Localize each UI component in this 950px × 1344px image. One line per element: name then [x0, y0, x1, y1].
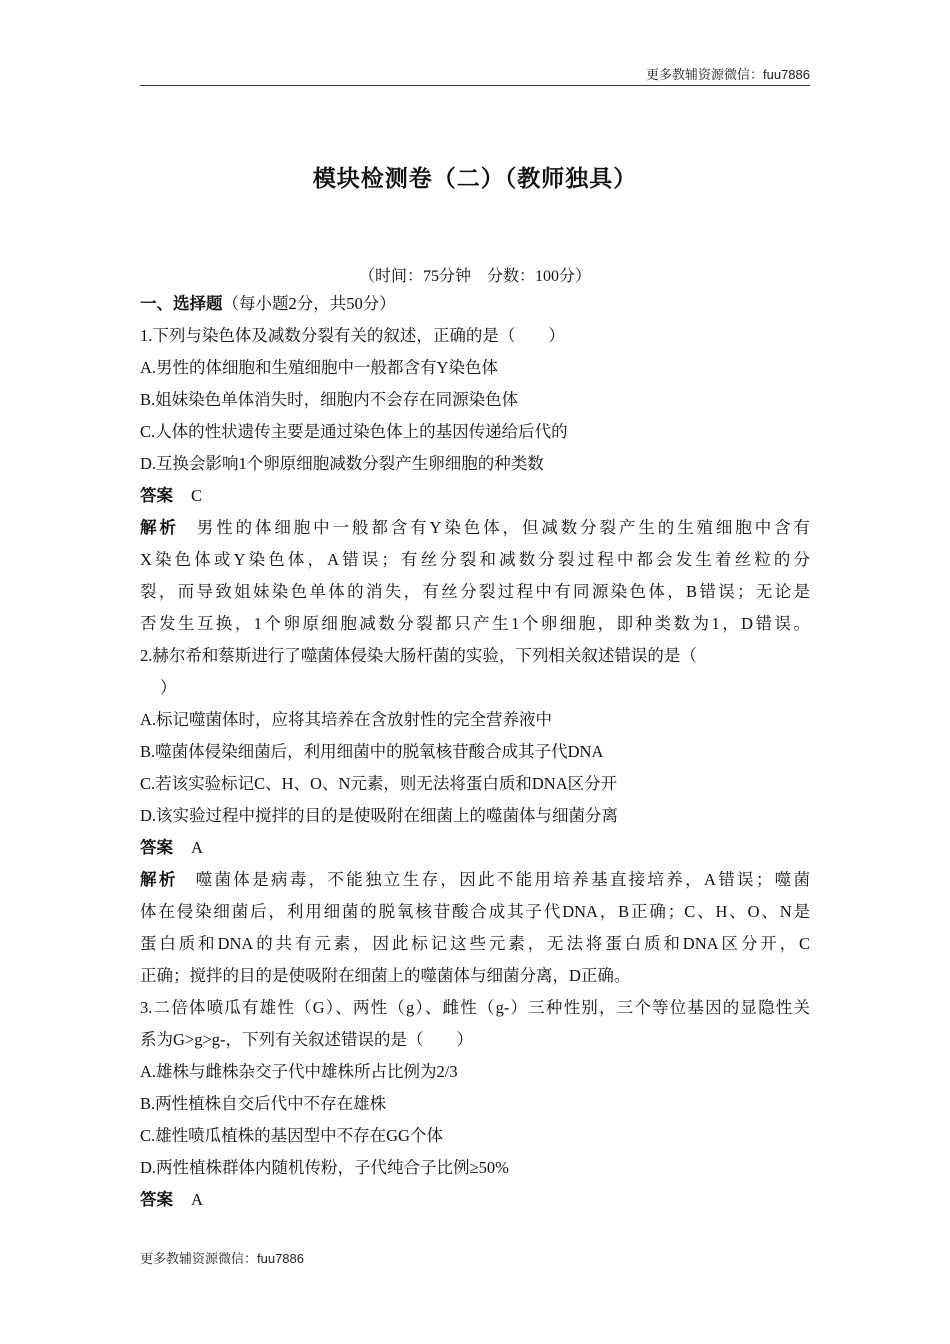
answer-value: A [191, 1190, 203, 1209]
question-1-option-c: C.人体的性状遗传主要是通过染色体上的基因传递给后代的 [140, 422, 568, 441]
question-2-explanation-line: 体在侵染细菌后，利用细菌的脱氧核苷酸合成其子代DNA，B正确；C、H、O、N是 [140, 902, 810, 921]
question-1-option-b: B.姐妹染色单体消失时，细胞内不会存在同源染色体 [140, 390, 519, 409]
page-title: 模块检测卷（二）（教师独具） [312, 166, 638, 191]
explanation-label: 解析 [140, 518, 179, 537]
question-2-explanation-line: 蛋白质和DNA的共有元素，因此标记这些元素，无法将蛋白质和DNA区分开，C [140, 934, 810, 953]
question-3-option-c: C.雄性喷瓜植株的基因型中不存在GG个体 [140, 1126, 443, 1145]
question-2-option-c: C.若该实验标记C、H、O、N元素，则无法将蛋白质和DNA区分开 [140, 774, 618, 793]
header-divider [140, 85, 810, 86]
question-1-explanation-line: 解析 男性的体细胞中一般都含有Y染色体，但减数分裂产生的生殖细胞中含有 [140, 518, 810, 537]
footer-watermark: 更多教辅资源微信：fuu7886 [140, 1251, 304, 1266]
question-1-explanation-line: 否发生互换，1个卵原细胞减数分裂都只产生1个卵细胞，即种类数为1，D错误。 [140, 614, 810, 633]
question-2-stem: 2.赫尔希和蔡斯进行了噬菌体侵染大肠杆菌的实验，下列相关叙述错误的是（ [140, 646, 697, 665]
question-3-stem: 3.二倍体喷瓜有雄性（G）、两性（g）、雌性（g-）三种性别，三个等位基因的显隐性关 [140, 998, 810, 1017]
question-3-option-a: A.雄株与雌株杂交子代中雄株所占比例为2/3 [140, 1062, 458, 1081]
exam-content [140, 288, 810, 1216]
answer-value: C [191, 486, 203, 505]
question-1-option-a: A.男性的体细胞和生殖细胞中一般都含有Y染色体 [140, 358, 498, 377]
question-2-option-d: D.该实验过程中搅拌的目的是使吸附在细菌上的噬菌体与细菌分离 [140, 806, 619, 825]
answer-label: 答案 [140, 486, 173, 505]
section-title: 一、选择题 [140, 294, 223, 313]
section-heading [140, 288, 810, 320]
section-note: （每小题2分，共50分） [222, 294, 396, 313]
question-3-option-d: D.两性植株群体内随机传粉，子代纯合子比例≥50% [140, 1158, 509, 1177]
question-1-explanation-line: 裂，而导致姐妹染色单体的消失，有丝分裂过程中有同源染色体，B错误；无论是 [140, 582, 810, 601]
question-2-explanation-line: 正确；搅拌的目的是使吸附在细菌上的噬菌体与细菌分离，D正确。 [140, 966, 631, 985]
question-1-explanation-line: X染色体或Y染色体，A错误；有丝分裂和减数分裂过程中都会发生着丝粒的分 [140, 550, 810, 569]
answer-label: 答案 [140, 838, 173, 857]
question-1-option-d: D.互换会影响1个卵原细胞减数分裂产生卵细胞的种类数 [140, 454, 544, 473]
question-3-option-b: B.两性植株自交后代中不存在雄株 [140, 1094, 387, 1113]
exam-info: （时间：75分钟 分数：100分） [358, 268, 591, 285]
question-2-stem-cont: ） [160, 678, 177, 697]
question-3-stem-cont: 系为G>g>g-，下列有关叙述错误的是（ ） [140, 1030, 474, 1049]
question-2-explanation-line: 解析 噬菌体是病毒，不能独立生存，因此不能用培养基直接培养，A错误；噬菌 [140, 870, 810, 889]
question-1-answer [140, 480, 810, 512]
answer-label: 答案 [140, 1190, 173, 1209]
header-watermark: 更多教辅资源微信：fuu7886 [646, 67, 810, 82]
question-2-option-b: B.噬菌体侵染细菌后，利用细菌中的脱氧核苷酸合成其子代DNA [140, 742, 604, 761]
explanation-label: 解析 [140, 870, 178, 889]
question-2-answer [140, 832, 810, 864]
question-2-option-a: A.标记噬菌体时，应将其培养在含放射性的完全营养液中 [140, 710, 553, 729]
question-1-stem: 1.下列与染色体及减数分裂有关的叙述，正确的是（ ） [140, 326, 565, 345]
question-3-answer [140, 1184, 810, 1216]
answer-value: A [191, 838, 203, 857]
